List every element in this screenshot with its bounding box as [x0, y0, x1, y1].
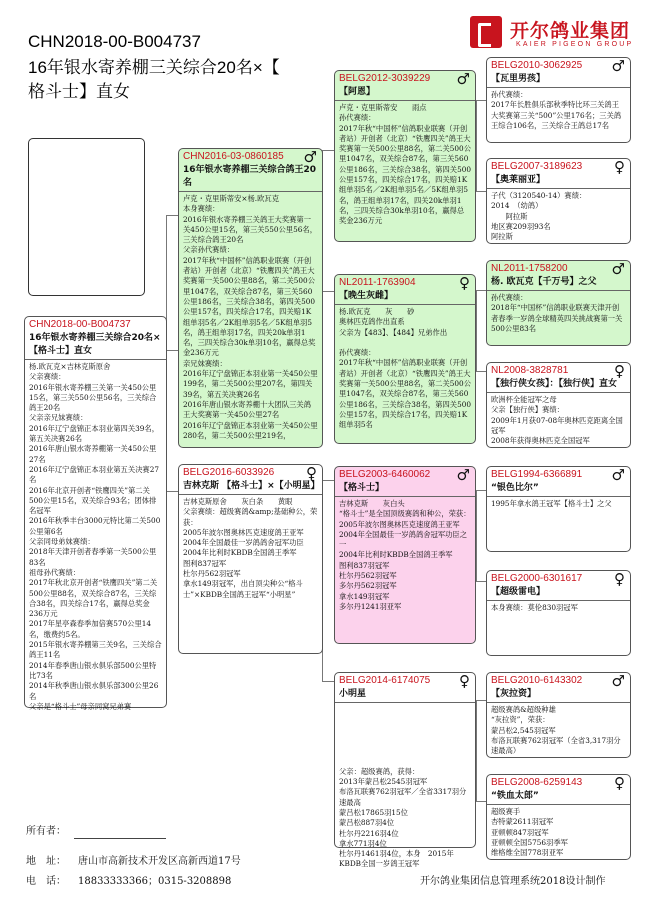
card-ring-number: BELG2003-6460062 [339, 469, 431, 480]
male-icon: ♂ [456, 70, 470, 88]
card-description: 超级赛手 杏特蒙2611羽冠军 亚顿顿847羽冠军 亚顿顿全国5756羽季军 维格维全国778羽亚军 [491, 807, 568, 858]
card-description: 本身赛绩：莫伦830羽冠军 [491, 603, 578, 612]
company-logo [470, 14, 640, 54]
card-ring-number: NL2011-1763904 [339, 277, 416, 288]
card-description: 孙代赛绩： 2018年“中国杯”信鸽职业联赛天津开创者春季一岁鸽全球精英四关挑战赛第一关500公里83名 [491, 293, 623, 333]
card-pigeon-name: 16年银水寄养棚三关综合20名×【格斗士】直女 [29, 333, 161, 356]
pedigree-card-sire-dam[interactable] [334, 274, 476, 444]
card-pigeon-name: 【奥莱丽亚】 [491, 175, 546, 185]
male-icon: ♂ [611, 260, 625, 278]
card-ring-number: CHN2016-03-0860185 [183, 151, 284, 162]
card-description: 吉林克斯 灰白头 “格斗士”是全国顶级赛鸽和种公，荣获： 2005年波尔图奥林匹克速度鸽王亚军 2004年全国最佳一岁鸽鸽舍冠军功臣之一 2004年比利时KBDB全国鸽王季军 图利837羽冠军 杜尔丹562羽冠军 多尔丹562羽冠军 拿水149羽冠军 多尔丹1241羽亚军 [339, 499, 471, 611]
phone-value: 18833333366；0315-3208898 [78, 876, 232, 887]
female-icon: ♀ [459, 274, 470, 292]
card-ring-number: BELG2007-3189623 [491, 161, 583, 172]
pedigree-card-dam-sire[interactable] [334, 466, 476, 644]
card-description: 子代（3120540-14）赛绩： 2014 （幼鸽） 阿拉斯 地区赛209羽93名 阿拉斯 [491, 191, 587, 242]
card-pigeon-name: 【灰拉资】 [491, 689, 537, 699]
pedigree-card-subject[interactable] [24, 316, 167, 711]
card-description: 欧洲杯全能冠军之母 父亲【独行侠】赛绩： 2009年1月获07-08年奥林匹克距离全国冠军 2008年获得奥林匹克全国冠军 [491, 395, 623, 446]
card-pigeon-name: 【瓦里男孩】 [491, 74, 546, 84]
card-ring-number: BELG2016-6033926 [183, 467, 275, 478]
card-pigeon-name: 【格斗士】 [339, 483, 385, 493]
card-description: 卢克・克里斯蒂安 雨点 孙代赛绩： 2017年秋“中国杯”信鸽职业联赛（开创者站）开创者（北京）“铁鹰四关”鸽王大奖赛第一关500公里88名，第二关500公里1047名，双关综合87名，第三关560公里186名，三关综合38名，第四关500公里157名，四关综合17名，四关赔1K组单羽5名／2K组单羽5名／5K组单羽5名，鸽王组单羽17名，四关20k单羽1名，三四关综合30k单羽10名，赢得总奖金236万元 [339, 103, 471, 226]
card-pigeon-name: 杨. 欧瓦克【千万号】之父 [491, 277, 597, 287]
card-ring-number: BELG2014-6174075 [339, 675, 431, 686]
card-pigeon-name: “铁血太郎” [491, 791, 539, 801]
card-ring-number: BELG2008-6259143 [491, 777, 583, 788]
card-description: 吉林克斯原舍 灰白条 黄眼 父亲赛绩：超级赛鸽&amp;基础种公，荣获： 2005年波尔图奥林匹克速度鸽王亚军 2004年全国最佳一岁鸽鸽舍冠军功臣 2004年比利时KBDB全国鸽王季军 图利837冠军 杜尔丹562羽冠军 拿水149羽冠军，出自顶尖种公“格斗士”×KBDB全国鸽王冠军“小明星” [183, 497, 318, 599]
logo-text-cn: 开尔鸽业集团 [510, 20, 631, 42]
pedigree-card-dss[interactable] [486, 466, 631, 552]
logo-mark-icon [470, 16, 502, 48]
connector-subject-mid [166, 350, 178, 351]
card-ring-number: BELG2010-3062925 [491, 60, 583, 71]
female-icon: ♀ [306, 464, 317, 482]
header-title-line2: 格斗士】直女 [28, 82, 130, 101]
female-icon: ♀ [459, 672, 470, 690]
header-title-line1: 16年银水寄养棚三关综合20名×【 [28, 58, 280, 77]
address-label: 地 址： [26, 856, 66, 867]
pedigree-card-sire[interactable] [178, 148, 323, 448]
pedigree-card-ssd[interactable] [486, 158, 631, 244]
card-pigeon-name: 16年银水寄养棚三关综合鸽王20名 [183, 165, 317, 188]
pedigree-card-dam[interactable] [178, 464, 323, 654]
card-ring-number: BELG2000-6301617 [491, 573, 583, 584]
female-icon: ♀ [614, 774, 625, 792]
card-ring-number: NL2008-3828781 [491, 365, 569, 376]
logo-text-en: KAIER PIGEON GROUP [516, 41, 634, 48]
male-icon: ♂ [611, 57, 625, 75]
pigeon-photo-placeholder [28, 138, 145, 296]
pedigree-card-sds[interactable] [486, 260, 631, 346]
card-ring-number: CHN2018-00-B004737 [29, 319, 131, 330]
card-pigeon-name: “银色比尔” [491, 483, 539, 493]
female-icon: ♀ [614, 362, 625, 380]
card-description: 1995年拿水鸽王冠军【格斗士】之父 [491, 499, 612, 508]
pedigree-card-dds[interactable] [486, 672, 631, 758]
male-icon: ♂ [611, 466, 625, 484]
phone-label: 电 话： [26, 876, 66, 887]
card-pigeon-name: 【超级雷电】 [491, 587, 546, 597]
card-pigeon-name: 小明星 [339, 689, 367, 699]
card-ring-number: BELG1994-6366891 [491, 469, 583, 480]
pedigree-card-dsd[interactable] [486, 570, 631, 656]
card-ring-number: NL2011-1758200 [491, 263, 568, 274]
footer-credit: 开尔鸽业集团信息管理系统2018设计制作 [420, 876, 606, 887]
pedigree-card-sss[interactable] [486, 57, 631, 143]
owner-signature-line [74, 838, 166, 839]
card-pigeon-name: 【独行侠女孩】：【独行侠】直女 [491, 379, 618, 389]
card-pigeon-name: 【阿恩】 [339, 87, 376, 97]
card-pigeon-name: 吉林克斯 【格斗士】×【小明星】 [183, 481, 320, 491]
female-icon: ♀ [614, 570, 625, 588]
owner-label: 所有者： [26, 826, 66, 837]
card-description: 杨.欧瓦克 灰 砂 奥林匹克鸽作出直系 父亲为【483】、【484】兄弟作出 孙代赛绩： 2017年秋“中国杯”信鸽职业联赛（开创者站）开创者（北京）“铁鹰四关”鸽王大奖赛第一关500公里88名，第二关500公里1047名，双关综合87名，第三关560公里186名，三关综合38名，第四关500公里157名，四关综合17名，四关赔1K组单羽5名 [339, 307, 471, 430]
pedigree-card-ddd[interactable] [486, 774, 631, 860]
male-icon: ♂ [303, 148, 317, 166]
card-ring-number: BELG2012-3039229 [339, 73, 431, 84]
header-ring: CHN2018-00-B004737 [28, 32, 201, 51]
pedigree-card-sire-sire[interactable] [334, 70, 476, 242]
pedigree-card-dam-dam[interactable] [334, 672, 476, 869]
card-ring-number: BELG2010-6143302 [491, 675, 583, 686]
card-description: 父亲：超级赛鸽，获得： 2013年蒙吕松2545羽冠军 布洛瓦联赛762羽冠军／全省3317羽分速最高 蒙吕松17865羽15位 蒙吕松887羽4位 杜尔丹2216羽4位 拿水771羽4位 杜尔丹1461羽4位，本身 2015年KBDB全国一岁鸽王冠军 [339, 766, 467, 869]
female-icon: ♀ [614, 158, 625, 176]
card-pigeon-name: 【晚生灰雌】 [339, 291, 394, 301]
card-description: 超级赛鸽&超级种雄 “灰拉资”，荣获： 蒙吕松2,545羽冠军 布洛瓦联赛762羽冠军（全省3,317羽分速最高） [491, 705, 621, 756]
male-icon: ♂ [611, 672, 625, 690]
male-icon: ♂ [456, 466, 470, 484]
card-description: 卢克・克里斯蒂安×杨.欧瓦克 本身赛绩： 2016年银水寄养棚三关鸽王大奖赛第一关450公里15名，第三关550公里56名，三关综合鸽王20名 父亲孙代赛绩： 2017年秋“中国杯”信鸽职业联赛（开创者站）开创者（北京）“铁鹰四关”鸽王大奖赛第一关500公里88名，第二关500公里1047名，双关综合87名，第三关560公里186名，三关综合38名，第四关500公里157名，四关综合17名，四关赔1K组单羽5名／2K组单羽5名／5K组单羽5名，鸽王组单羽17名，四关20k单羽1名，三四关综合30k单羽10名，赢得总奖金236万元 亲兄妹赛绩： 2016年辽宁盘锦正本羽业第一关450公里199名，第二关500公里207名，第四关39名，第五关决赛26名 2016年唐山银水寄养棚十大团队三关鸽王大奖赛第一关450公里27名 2016年辽宁盘锦正本羽业第一关450公里280名，第二关500公里219名， [183, 194, 318, 440]
card-description: 孙代赛绩： 2017年长胜俱乐部秋季特比环三关鸽王大奖赛第三关“500”公里176名；三关鸽王综合106名，三关综合王鸽总17名 [491, 90, 622, 130]
address-value: 唐山市高新技术开发区高新西道17号 [78, 856, 241, 867]
pedigree-card-sdd[interactable] [486, 362, 631, 448]
card-description: 杨.欧瓦克×吉林克斯原舍 父亲赛绩： 2016年银水寄养棚三关第一关450公里15名，第三关550公里56名，三关综合鸽王20名 父亲亲兄妹赛绩： 2016年辽宁盘锦正本羽业第四关39名，第五关决赛26名 2016年唐山银水寄养棚第一关450公里27名 2016年辽宁盘锦正本羽业第五关决赛27名 2016年北京开创者“铁鹰四关”第二关500公里15名，双关综合93名；团体排名冠军 2016年秋季丰台3000元特比第二关500公里第6名 父亲同母弟妹赛绩： 2018年天津开创者春季第一关500公里83名 祖母孙代赛绩： 2017年秋北京开创者“铁鹰四关”第二关500公里88名，双关综合87名，三关综合38名，四关综合17名，赢得总奖金236万元 2017年星亭森春季加倍赛570公里14名，缴费约5名。 2015年银水寄养棚第三关9名，三关综合鸽王11名 2014年春季唐山银水俱乐部500公里特比73名 2014年秋季唐山银水俱乐部300公里26名 父亲是“格斗士”母亲同窝兄弟赛 [29, 362, 162, 711]
